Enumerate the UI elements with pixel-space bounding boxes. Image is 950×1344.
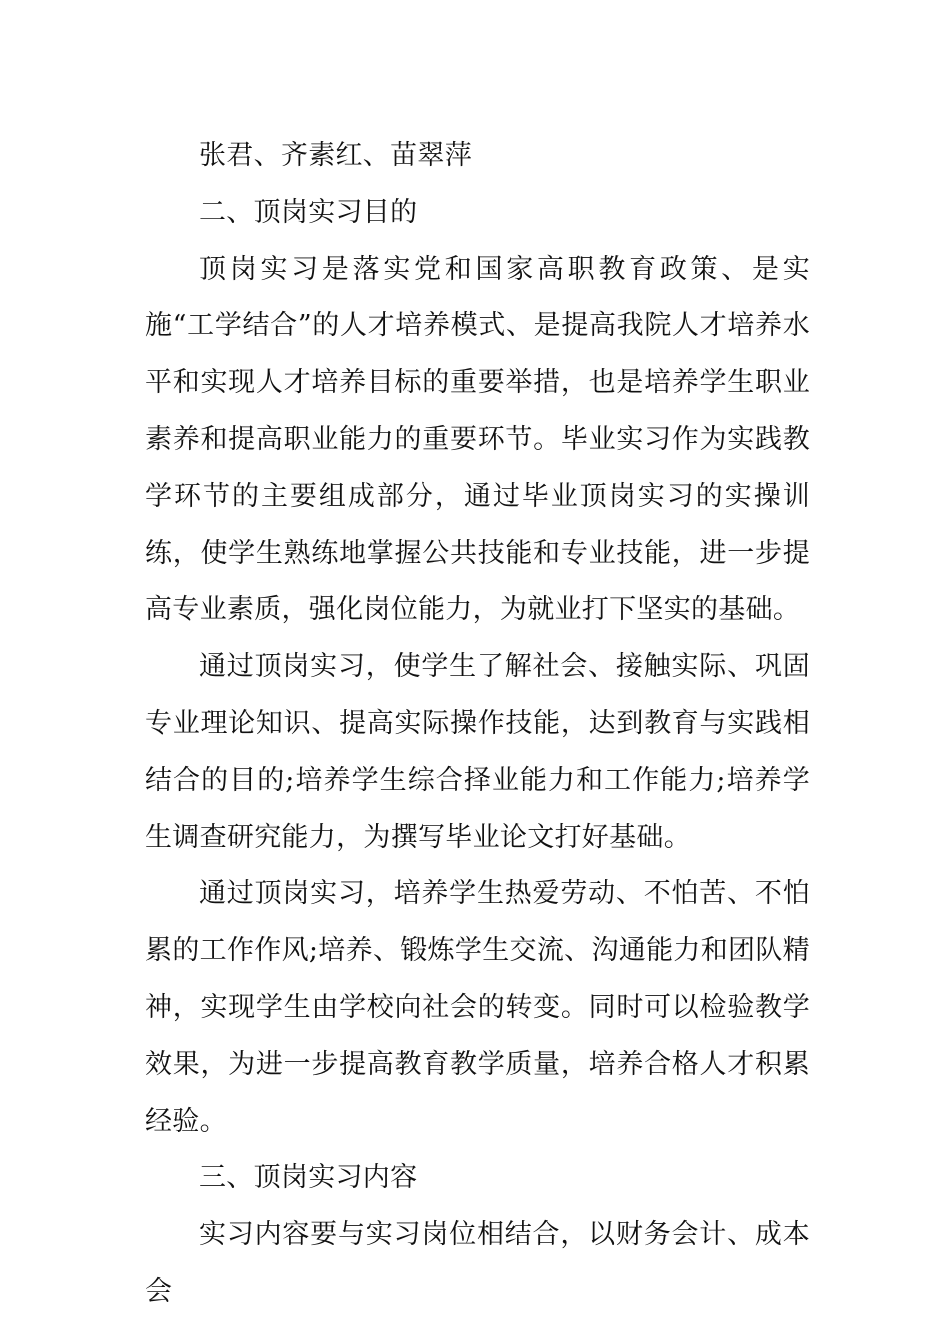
section-heading-content: 三、顶岗实习内容: [199, 1162, 418, 1194]
document-body: [145, 128, 810, 1321]
paragraph-content-intro: 实习内容要与实习岗位相结合，以财务会计、成本会: [145, 1219, 810, 1307]
section-heading-purpose: 二、顶岗实习目的: [199, 196, 418, 228]
paragraph-purpose-intro: 顶岗实习是落实党和国家高职教育政策、是实施“工学结合”的人才培养模式、是提高我院人才培养水平和实现人才培养目标的重要举措，也是培养学生职业素养和提高职业能力的重要环节。毕业实习作为实践教学环节的主要组成部分，通过毕业顶岗实习的实操训练，使学生熟练地掌握公共技能和专业技能，进一步提高专业素质，强化岗位能力，为就业打下坚实的基础。: [145, 253, 810, 626]
paragraph-purpose-character: 通过顶岗实习，培养学生热爱劳动、不怕苦、不怕累的工作作风;培养、锻炼学生交流、沟通能力和团队精神，实现学生由学校向社会的转变。同时可以检验教学效果，为进一步提高教育教学质量，培养合格人才积累经验。: [145, 878, 810, 1137]
participants-line: 张君、齐素红、苗翠萍: [199, 140, 472, 171]
paragraph-purpose-goals: 通过顶岗实习，使学生了解社会、接触实际、巩固专业理论知识、提高实际操作技能，达到教育与实践相结合的目的;培养学生综合择业能力和工作能力;培养学生调查研究能力，为撰写毕业论文打好基础。: [145, 651, 810, 853]
